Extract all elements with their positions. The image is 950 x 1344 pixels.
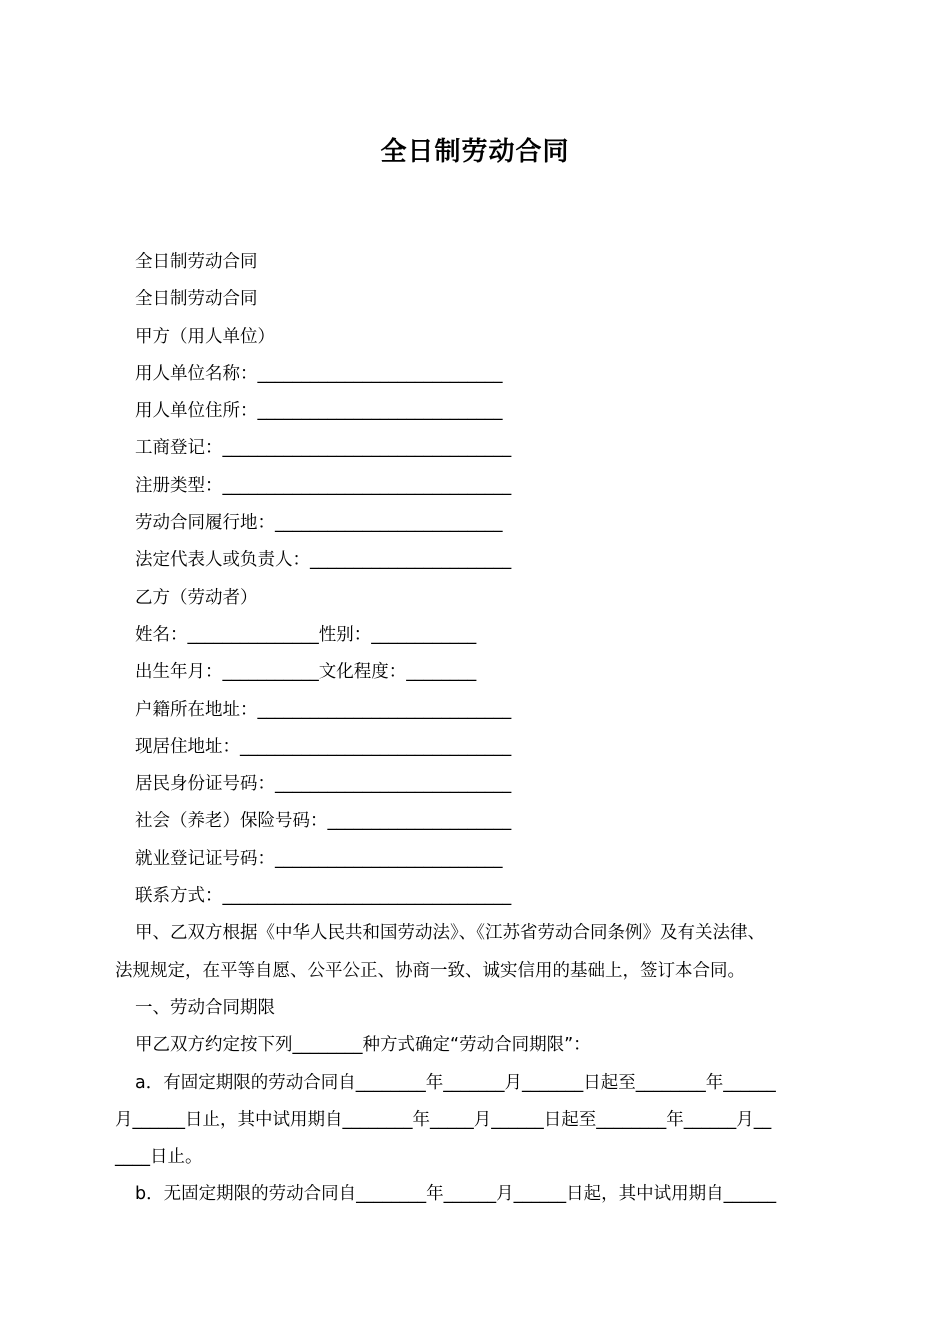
birth-education-field: 出生年月：___________文化程度：________ (135, 662, 477, 683)
employer-address-field: 用人单位住所：____________________________ (135, 401, 503, 422)
section-intro: 甲乙双方约定按下列________种方式确定“劳动合同期限”： (135, 1035, 591, 1056)
document-title: 全日制劳动合同 (380, 137, 570, 167)
item-a-line-1: a．有固定期限的劳动合同自________年_______月_______日起至________年______ (135, 1072, 776, 1093)
text-line: 全日制劳动合同 (135, 252, 258, 272)
performance-location-field: 劳动合同履行地：__________________________ (135, 513, 503, 534)
business-registration-field: 工商登记：_________________________________ (135, 438, 512, 459)
item-b-line-1: b．无固定期限的劳动合同自________年______月______日起，其中试用期自______ (135, 1184, 777, 1205)
preamble-line-2: 法规规定，在平等自愿、公平公正、协商一致、诚实信用的基础上，签订本合同。 (115, 960, 745, 981)
employment-registration-field: 就业登记证号码：__________________________ (135, 848, 503, 869)
name-gender-field: 姓名：_______________性别：____________ (135, 624, 477, 645)
contact-field: 联系方式：_________________________________ (135, 886, 512, 907)
party-b-heading: 乙方（劳动者） (135, 587, 258, 608)
document-body (115, 244, 837, 1214)
item-a-line-2: 月______日止，其中试用期自________年_____月______日起至________年______月__ (115, 1109, 772, 1130)
section-heading: 一、劳动合同期限 (135, 997, 275, 1018)
id-number-field: 居民身份证号码：___________________________ (135, 774, 512, 795)
employer-name-field: 用人单位名称：____________________________ (135, 363, 503, 384)
current-address-field: 现居住地址：_______________________________ (135, 736, 512, 757)
legal-representative-field: 法定代表人或负责人：_______________________ (135, 550, 512, 571)
item-a-line-3: ____日止。 (115, 1147, 203, 1168)
social-insurance-field: 社会（养老）保险号码：_____________________ (135, 811, 512, 832)
text-line: 全日制劳动合同 (135, 289, 258, 310)
party-a-heading: 甲方（用人单位） (135, 326, 275, 347)
preamble-line-1: 甲、乙双方根据《中华人民共和国劳动法》、《江苏省劳动合同条例》及有关法律、 (135, 923, 765, 944)
household-address-field: 户籍所在地址：_____________________________ (135, 699, 512, 720)
registration-type-field: 注册类型：_________________________________ (135, 475, 512, 496)
